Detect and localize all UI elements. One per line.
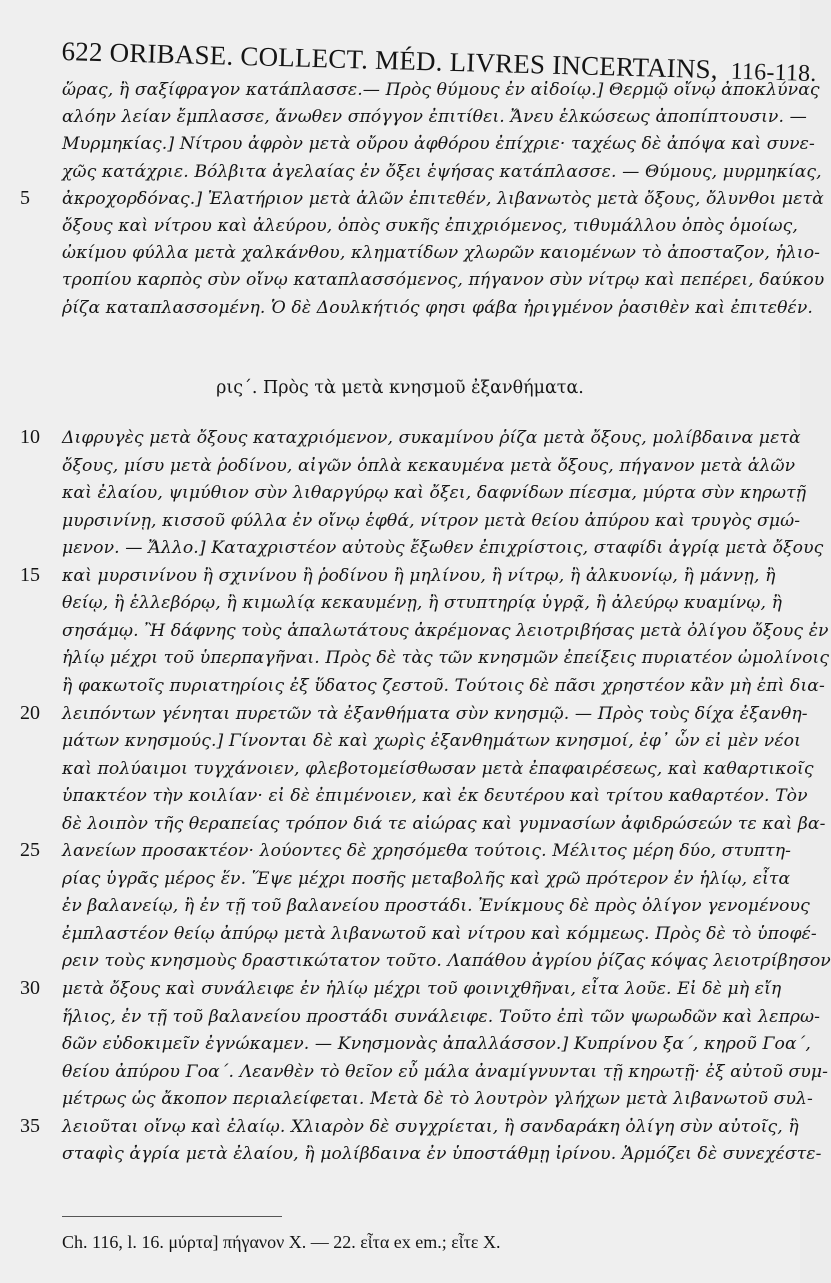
- text-line: χῶς κατάχριε. Βόλβιτα ἀγελαίας ἐν ὄξει ἑψήσας κατάπλασσε. — Θύμους, μυρμηκίας,: [62, 161, 822, 182]
- text-line: ῥίζα καταπλασσομένη. Ὁ δὲ Δουλκήτιός φησι φάβα ἠριγμένον ῥασιθὲν καὶ ἐπιτεθέν.: [62, 297, 813, 318]
- text-line: Μυρμηκίας.] Νίτρου ἀφρὸν μετὰ οὔρου ἀφθόρου ἐπίχριε· ταχέως δὲ ἀπόψα καὶ συνε-: [62, 134, 815, 155]
- text-line: ἐμπλαστέον θείῳ ἀπύρῳ μετὰ λιβανωτοῦ καὶ νίτρου καὶ κόμμεως. Πρὸς δὲ τὸ ὑποφέ-: [62, 923, 817, 944]
- text-line: λανείων προσακτέον· λούοντες δὲ χρησόμεθα τούτοις. Μέλιτος μέρη δύο, στυπτη-: [62, 841, 792, 862]
- line-number: 20: [20, 701, 40, 724]
- chapter-range: 116-118.: [730, 58, 817, 88]
- text-line: ρίας ὑγρᾶς μέρος ἕν. Ἕψε μέχρι ποσῆς μεταβολῆς καὶ χρῶ πρότερον ἐν ἡλίῳ, εἶτα: [62, 868, 791, 889]
- text-line: δῶν εὐδοκιμεῖν ἐγνώκαμεν. — Κνησμονὰς ἀπαλλάσσον.] Κυπρίνου ξα΄, κηροῦ Γοα΄,: [62, 1034, 811, 1055]
- text-line: Διφρυγὲς μετὰ ὄξους καταχριόμενον, συκαμίνου ῥίζα μετὰ ὄξους, μολίβδαινα μετὰ: [62, 428, 801, 448]
- text-line: σησάμῳ. Ἢ δάφνης τοὺς ἁπαλωτάτους ἀκρέμονας λειοτριβήσας μετὰ ὀλίγου ὄξους ἐν: [62, 620, 829, 641]
- running-title: ORIBASE. COLLECT. MÉD. LIVRES INCERTAINS,: [109, 37, 719, 85]
- text-line: λειοῦται οἴνῳ καὶ ἐλαίῳ. Χλιαρὸν δὲ συγχρίεται, ἢ σανδαράκη ὀλίγη σὺν αὐτοῖς, ἢ: [62, 1116, 799, 1137]
- text-line: αλόην λείαν ἔμπλασσε, ἄνωθεν σπόγγον ἐπιτίθει. Ἄνευ ἑλκώσεως ἀποπίπτουσιν. —: [62, 107, 807, 128]
- line-number: 5: [20, 186, 30, 209]
- text-line: λειπόντων γένηται πυρετῶν τὰ ἐξανθήματα σὺν κνησμῷ. — Πρὸς τοὺς δίχα ἐξανθη-: [62, 703, 808, 724]
- line-number: 10: [20, 426, 40, 448]
- text-line: σταφὶς ἀγρία μετὰ ἐλαίου, ἢ μολίβδαινα ἐν ὑποστάθμῃ ἰρίνου. Ἁρμόζει δὲ συνεχέστε-: [62, 1144, 822, 1165]
- section-heading: ρις΄. Πρὸς τὰ μετὰ κνησμοῦ ἐξανθήματα.: [216, 378, 584, 398]
- page-number: 622: [61, 36, 104, 68]
- text-line: καὶ πολύαιμοι τυγχάνοιεν, φλεβοτομείσθωσαν μετὰ ἐπαφαιρέσεως, καὶ καθαρτικοῖς: [62, 758, 814, 779]
- text-line: μάτων κνησμούς.] Γίνονται δὲ καὶ χωρὶς ἐξανθημάτων κνησμοί, ἐφ᾽ ὧν εἰ μὲν νέοι: [62, 731, 801, 752]
- text-line: δὲ λοιπὸν τῆς θεραπείας τρόπον διά τε αἰώρας καὶ γυμνασίων ἀφιδρώσεών τε καὶ βα-: [62, 813, 826, 834]
- footnote-rule: [62, 1216, 282, 1217]
- text-line: ὑπακτέον τὴν κοιλίαν· εἰ δὲ ἐπιμένοιεν, καὶ ἐκ δευτέρου καὶ τρίτου καθαρτέον. Τὸν: [62, 786, 808, 807]
- text-line: ἐν βαλανείῳ, ἢ ἐν τῇ τοῦ βαλανείου προστάδι. Ἐνίκμους δὲ πρὸς ὀλίγον γενομένους: [62, 896, 810, 917]
- text-line: ἢ φακωτοῖς πυριατηρίοις ἐξ ὕδατος ζεστοῦ. Τούτοις δὲ πᾶσι χρηστέον κἂν μὴ ἐπὶ δια-: [62, 675, 825, 696]
- text-line: θείου ἀπύρου Γοα΄. Λεανθὲν τὸ θεῖον εὖ μάλα ἀναμίγνυνται τῇ κηρωτῇ· ἐξ αὐτοῦ συμ-: [62, 1061, 829, 1082]
- text-line: καὶ ἐλαίου, ψιμύθιον σὺν λιθαργύρῳ καὶ ὄξει, δαφνίδων πίεσμα, μύρτα σὺν κηρωτῇ: [62, 483, 807, 504]
- line-number: 15: [20, 563, 40, 586]
- text-line: ὥρας, ἢ σαξίφραγον κατάπλασσε.— Πρὸς θύμους ἐν αἰδοίῳ.] Θερμῷ οἴνῳ ἀποκλύνας: [62, 80, 820, 100]
- text-line: μέτρως ὡς ἄκοπον περιαλείφεται. Μετὰ δὲ τὸ λουτρὸν γλήχων μετὰ λιβανωτοῦ συλ-: [62, 1089, 813, 1110]
- line-number: 35: [20, 1114, 40, 1137]
- text-line: θείῳ, ἢ ἑλλεβόρῳ, ἢ κιμωλίᾳ κεκαυμένῃ, ἢ στυπτηρίᾳ ὑγρᾷ, ἢ ἀλεύρῳ κυαμίνῳ, ἢ: [62, 593, 782, 614]
- text-line: ἡλίῳ μέχρι τοῦ ὑπερπαγῆναι. Πρὸς δὲ τὰς τῶν κνησμῶν ἐπείξεις πυριατέον ὠμολίνοις: [62, 648, 830, 669]
- text-line: καὶ μυρσινίνου ἢ σχινίνου ἢ ῥοδίνου ἢ μηλίνου, ἢ νίτρῳ, ἢ ἀλκυονίῳ, ἢ μάννῃ, ἢ: [62, 565, 776, 586]
- text-line: τροπίου καρπὸς σὺν οἴνῳ καταπλασσόμενος, πήγανον σὺν νίτρῳ καὶ πεπέρει, δαύκου: [62, 270, 825, 291]
- text-line: μενον. — Ἄλλο.] Καταχριστέον αὐτοὺς ἔξωθεν ἐπιχρίστοις, σταφίδι ἀγρίᾳ μετὰ ὄξους: [62, 538, 824, 559]
- text-line: ρειν τοὺς κνησμοὺς δραστικώτατον τοῦτο. Λαπάθου ἀγρίου ῥίζας κόψας λειοτρίβησον: [62, 951, 831, 972]
- text-line: ἀκροχορδόνας.] Ἐλατήριον μετὰ ἁλῶν ἐπιτεθέν, λιβανωτὸς μετὰ ὄξους, ὄλυνθοι μετὰ: [62, 188, 824, 209]
- footnote: Ch. 116, l. 16. μύρτα] πήγανον X. — 22. εἶτα ex em.; εἶτε X.: [62, 1232, 501, 1252]
- line-number: 30: [20, 977, 40, 999]
- text-line: ὠκίμου φύλλα μετὰ χαλκάνθου, κληματίδων χλωρῶν καιομένων τὸ ἀποσταζον, ἡλιο-: [62, 243, 821, 264]
- text-line: μυρσινίνῃ, κισσοῦ φύλλα ἐν οἴνῳ ἑφθά, νίτρον μετὰ θείου ἀπύρου καὶ τρυγὸς σμώ-: [62, 510, 801, 531]
- text-line: ἥλιος, ἐν τῇ τοῦ βαλανείου προστάδι συνάλειφε. Τοῦτο ἐπὶ τῶν ψωρωδῶν καὶ λεπρω-: [62, 1006, 821, 1027]
- line-number: 25: [20, 839, 40, 862]
- text-line: ὄξους καὶ νίτρου καὶ ἀλεύρου, ὀπὸς συκῆς ἐπιχριόμενος, τιθυμάλλου ὀπὸς ὁμοίως,: [62, 216, 798, 236]
- text-line: ὄξους, μίσυ μετὰ ῥοδίνου, αἰγῶν ὁπλὰ κεκαυμένα μετὰ ὄξους, πήγανον μετὰ ἁλῶν: [62, 455, 796, 476]
- text-line: μετὰ ὄξους καὶ συνάλειφε ἐν ἡλίῳ μέχρι τοῦ φοινιχθῆναι, εἶτα λοῦε. Εἰ δὲ μὴ εἴη: [62, 979, 782, 999]
